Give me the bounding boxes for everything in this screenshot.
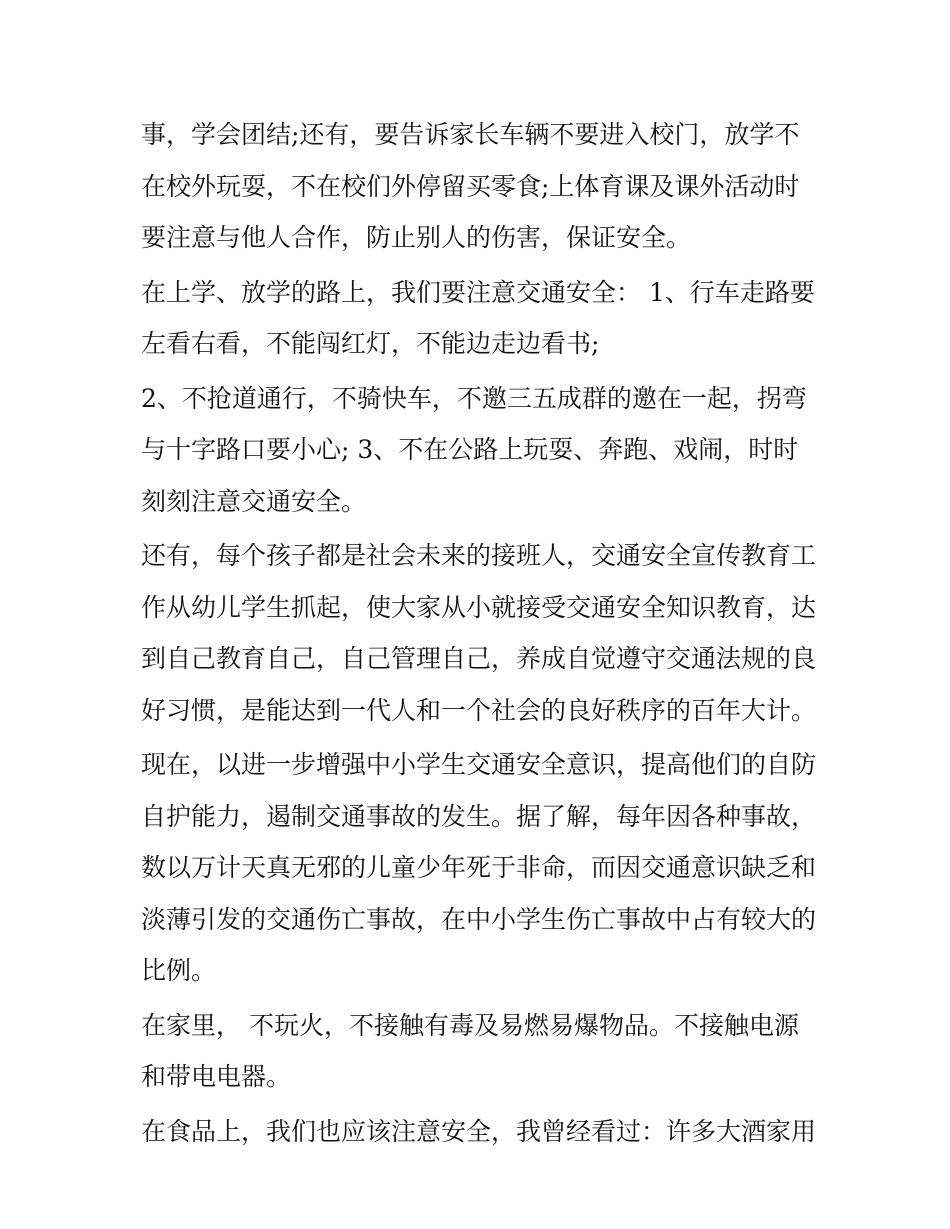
paragraph-2: 在上学、放学的路上，我们要注意交通安全： 1、行车走路要左看右看，不能闯红灯，不能边走边看书; <box>141 277 815 358</box>
paragraph-6: 在家里， 不玩火，不接触有毒及易燃易爆物品。不接触电源和带电电器。 <box>141 1010 799 1091</box>
paragraph-1: 事，学会团结;还有，要告诉家长车辆不要进入校门，放学不在校外玩耍，不在校们外停留买零食;上体育课及课外活动时要注意与他人合作，防止别人的伤害，保证安全。 <box>141 120 800 252</box>
paragraph-4: 还有，每个孩子都是社会未来的接班人，交通安全宣传教育工作从幼儿学生抓起，使大家从小就接受交通安全知识教育，达到自己教育自己，自己管理自己，养成自觉遵守交通法规的良好习惯，是能达到一代人和一个社会的良好秩序的百年大计。 <box>141 541 817 725</box>
document-body <box>141 109 821 1157</box>
paragraph-3: 2、不抢道通行，不骑快车，不邀三五成群的邀在一起，拐弯与十字路口要小心; 3、不在公路上玩耍、奔跑、戏闹，时时刻刻注意交通安全。 <box>141 383 807 516</box>
paragraph-7: 在食品上，我们也应该注意安全，我曾经看过：许多大酒家用 <box>141 1116 817 1146</box>
paragraph-5: 现在，以进一步增强中小学生交通安全意识，提高他们的自防自护能力，遏制交通事故的发生。据了解，每年因各种事故，数以万计天真无邪的儿童少年死于非命，而因交通意识缺乏和淡薄引发的交通伤亡事故，在中小学生伤亡事故中占有较大的比例。 <box>141 750 817 985</box>
